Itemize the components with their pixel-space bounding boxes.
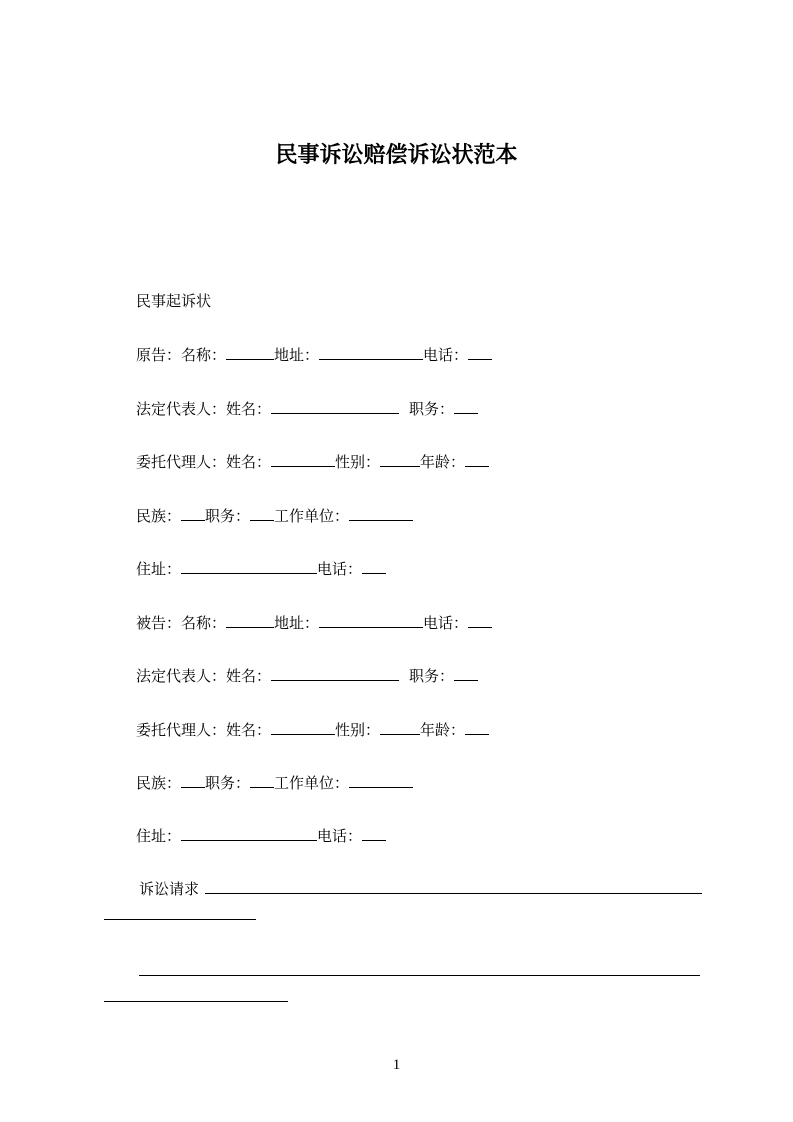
plaintiff-rep-position-label: 职务：	[409, 400, 455, 418]
defendant-rep-line	[136, 666, 478, 686]
defendant-rep-label: 法定代表人：	[136, 667, 227, 685]
defendant-agent-ethnicity-blank	[181, 773, 205, 788]
plaintiff-agent-label: 委托代理人：	[136, 453, 227, 471]
plaintiff-agent-phone-label: 电话：	[317, 560, 363, 578]
defendant-label: 被告：	[136, 614, 182, 632]
plaintiff-agent-contact-line	[136, 559, 386, 579]
defendant-agent-address-label: 住址：	[136, 827, 182, 845]
defendant-address-label: 地址：	[274, 614, 320, 632]
plaintiff-agent-ethnicity-label: 民族：	[136, 507, 182, 525]
claims-blank-line-4	[104, 1001, 288, 1002]
defendant-agent-line	[136, 720, 489, 740]
plaintiff-agent-address-label: 住址：	[136, 560, 182, 578]
plaintiff-agent-line	[136, 452, 489, 472]
plaintiff-name-blank	[226, 345, 274, 360]
plaintiff-rep-name-blank	[271, 399, 399, 414]
defendant-phone-blank	[468, 613, 492, 628]
defendant-agent-gender-label: 性别：	[335, 721, 381, 739]
defendant-rep-position-label: 职务：	[409, 667, 455, 685]
defendant-agent-info-line	[136, 773, 413, 793]
defendant-agent-name-blank	[271, 720, 335, 735]
document-title: 民事诉讼赔偿诉讼状范本	[275, 143, 518, 168]
plaintiff-agent-gender-blank	[380, 452, 420, 467]
claims-label: 诉讼请求	[139, 880, 200, 898]
defendant-agent-age-blank	[465, 720, 489, 735]
plaintiff-agent-position-blank	[250, 506, 274, 521]
defendant-agent-employer-label: 工作单位：	[274, 774, 350, 792]
plaintiff-line	[136, 345, 492, 365]
defendant-agent-contact-line	[136, 826, 386, 846]
plaintiff-label: 原告：	[136, 346, 182, 364]
defendant-rep-position-blank	[454, 666, 478, 681]
defendant-agent-name-label: 姓名：	[226, 721, 272, 739]
plaintiff-rep-position-blank	[454, 399, 478, 414]
defendant-agent-label: 委托代理人：	[136, 721, 227, 739]
plaintiff-phone-label: 电话：	[423, 346, 469, 364]
defendant-agent-phone-blank	[362, 826, 386, 841]
defendant-address-blank	[319, 613, 423, 628]
claims-blank-line-2	[104, 919, 256, 920]
defendant-agent-gender-blank	[380, 720, 420, 735]
plaintiff-rep-name-label: 姓名：	[226, 400, 272, 418]
plaintiff-agent-age-label: 年龄：	[420, 453, 466, 471]
plaintiff-agent-address-blank	[181, 559, 317, 574]
claims-blank-line-3	[139, 975, 700, 976]
plaintiff-address-label: 地址：	[274, 346, 320, 364]
plaintiff-agent-position-label: 职务：	[205, 507, 251, 525]
plaintiff-agent-employer-blank	[349, 506, 413, 521]
defendant-rep-name-blank	[271, 666, 399, 681]
plaintiff-agent-name-blank	[271, 452, 335, 467]
claims-blank-line-1	[205, 893, 702, 894]
defendant-agent-ethnicity-label: 民族：	[136, 774, 182, 792]
defendant-line	[136, 613, 492, 633]
defendant-rep-name-label: 姓名：	[226, 667, 272, 685]
defendant-agent-position-label: 职务：	[205, 774, 251, 792]
plaintiff-name-label: 名称：	[181, 346, 227, 364]
plaintiff-agent-name-label: 姓名：	[226, 453, 272, 471]
plaintiff-agent-phone-blank	[362, 559, 386, 574]
plaintiff-rep-label: 法定代表人：	[136, 400, 227, 418]
plaintiff-phone-blank	[468, 345, 492, 360]
plaintiff-agent-age-blank	[465, 452, 489, 467]
defendant-agent-age-label: 年龄：	[420, 721, 466, 739]
defendant-agent-position-blank	[250, 773, 274, 788]
plaintiff-agent-info-line	[136, 506, 413, 526]
defendant-name-blank	[226, 613, 274, 628]
plaintiff-agent-ethnicity-blank	[181, 506, 205, 521]
defendant-phone-label: 电话：	[423, 614, 469, 632]
plaintiff-agent-employer-label: 工作单位：	[274, 507, 350, 525]
page-number: 1	[392, 1057, 401, 1073]
defendant-agent-employer-blank	[349, 773, 413, 788]
section-heading: 民事起诉状	[136, 292, 212, 310]
plaintiff-rep-line	[136, 399, 478, 419]
plaintiff-agent-gender-label: 性别：	[335, 453, 381, 471]
defendant-agent-address-blank	[181, 826, 317, 841]
defendant-agent-phone-label: 电话：	[317, 827, 363, 845]
defendant-name-label: 名称：	[181, 614, 227, 632]
plaintiff-address-blank	[319, 345, 423, 360]
